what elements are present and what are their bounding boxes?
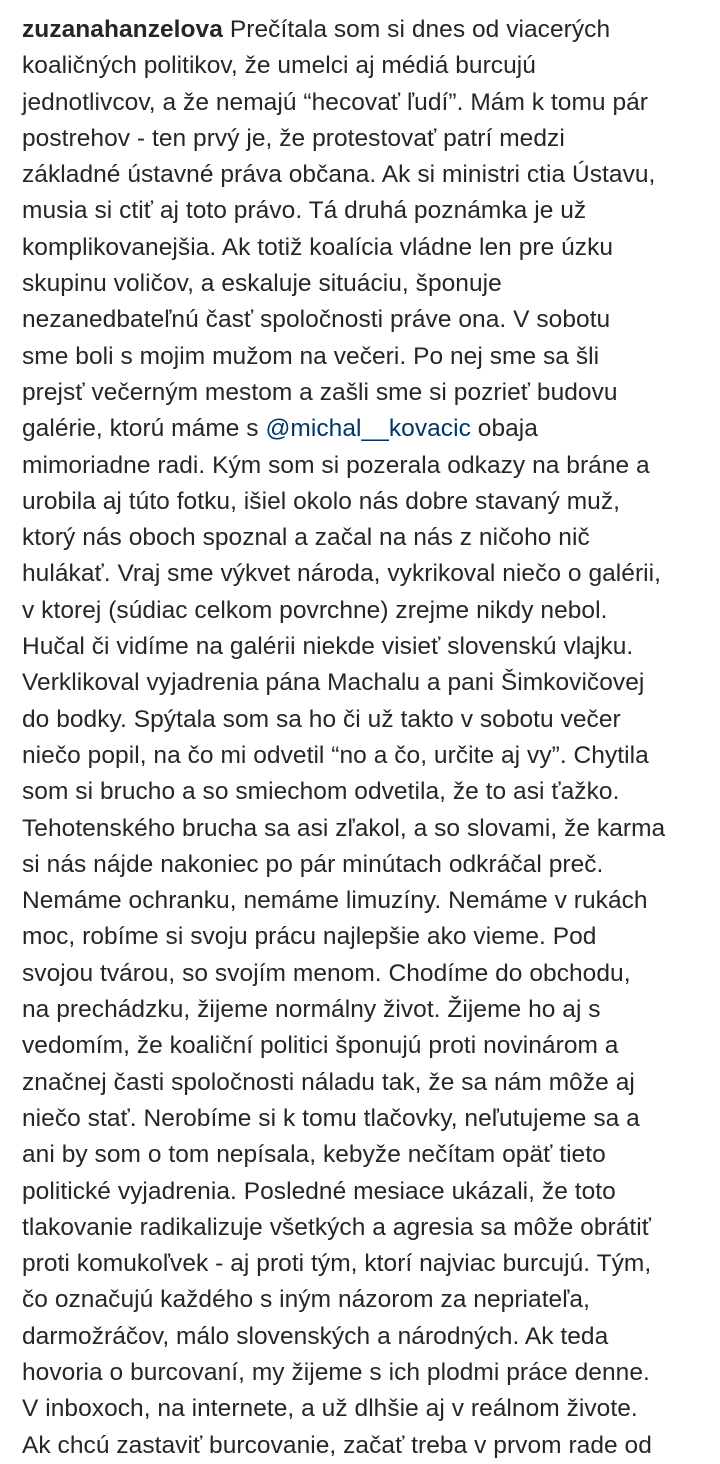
- caption-line: postrehov - ten prvý je, že protestovať patrí medzi: [22, 124, 565, 152]
- caption-line: mimoriadne radi. Kým som si pozerala odkazy na bráne a: [22, 451, 650, 479]
- caption-line: Nemáme ochranku, nemáme limuzíny. Nemáme v rukách: [22, 887, 648, 915]
- caption-line: [22, 12, 712, 48]
- caption-line: ktorý nás oboch spoznal a začal na nás z ničoho nič: [22, 524, 590, 552]
- caption-line: ani by som o tom nepísala, kebyže nečítam opäť tieto: [22, 1141, 606, 1169]
- caption-line: značnej časti spoločnosti náladu tak, že sa nám môže aj: [22, 1068, 635, 1096]
- username-link[interactable]: zuzanahanzelova: [22, 16, 223, 43]
- caption-line: niečo popil, na čo mi odvetil “no a čo, určite aj vy”. Chytila: [22, 741, 649, 769]
- caption-line: prejsť večerným mestom a zašli sme si pozrieť budovu: [22, 378, 618, 406]
- caption-text: galérie, ktorú máme s: [22, 415, 259, 443]
- caption-line: si nás nájde nakoniec po pár minútach odkráčal preč.: [22, 850, 604, 878]
- caption-line: politické vyjadrenia. Posledné mesiace ukázali, že toto: [22, 1177, 616, 1205]
- caption-line: koaličných politikov, že umelci aj médiá burcujú: [22, 52, 536, 80]
- caption-line: V inboxoch, na internete, a už dlhšie aj v reálnom živote.: [22, 1395, 638, 1423]
- caption-line: moc, robíme si svoju prácu najlepšie ako vieme. Pod: [22, 923, 597, 951]
- caption-line: jednotlivcov, a že nemajú “hecovať ľudí”. Mám k tomu pár: [22, 88, 649, 116]
- caption-line: sme boli s mojim mužom na večeri. Po nej sme sa šli: [22, 342, 600, 370]
- caption-line: na prechádzku, žijeme normálny život. Žijeme ho aj s: [22, 996, 601, 1024]
- caption-line: tlakovanie radikalizuje všetkých a agresia sa môže obrátiť: [22, 1213, 651, 1241]
- caption-line: Hučal či vidíme na galérii niekde visieť slovenskú vlajku.: [22, 633, 634, 661]
- caption-line: som si brucho a so smiechom odvetila, že to asi ťažko.: [22, 778, 620, 806]
- caption-line: [22, 411, 712, 447]
- caption-line: svojou tvárou, so svojím menom. Chodíme do obchodu,: [22, 959, 631, 987]
- caption-line: Tehotenského brucha sa asi zľakol, a so slovami, že karma: [22, 814, 666, 842]
- caption-line: hovoria o burcovaní, my žijeme s ich plodmi práce denne.: [22, 1358, 650, 1386]
- caption-line: Ak chcú zastaviť burcovanie, začať treba v prvom rade od: [22, 1431, 652, 1459]
- caption-line: vedomím, že koaliční politici šponujú proti novinárom a: [22, 1032, 619, 1060]
- caption-line: v ktorej (súdiac celkom povrchne) zrejme nikdy nebol.: [22, 596, 608, 624]
- caption-line: komplikovanejšia. Ak totiž koalícia vládne len pre úzku: [22, 233, 614, 261]
- caption-line: skupinu voličov, a eskaluje situáciu, šponuje: [22, 270, 502, 298]
- caption-text: obaja: [477, 415, 538, 443]
- caption-line: základné ústavné práva občana. Ak si ministri ctia Ústavu,: [22, 161, 656, 189]
- caption-line: proti komukoľvek - aj proti tým, ktorí najviac burcujú. Tým,: [22, 1250, 652, 1278]
- caption-line: do bodky. Spýtala som sa ho či už takto v sobotu večer: [22, 705, 621, 733]
- post-caption: [22, 12, 712, 1464]
- caption-line: Verklikoval vyjadrenia pána Machalu a pani Šimkovičovej: [22, 669, 645, 697]
- caption-text: Prečítala som si dnes od viacerých: [229, 16, 611, 43]
- caption-line: musia si ctiť aj toto právo. Tá druhá poznámka je už: [22, 197, 587, 225]
- caption-line: darmožráčov, málo slovenských a národných. Ak teda: [22, 1322, 609, 1350]
- caption-line: niečo stať. Nerobíme si k tomu tlačovky, neľutujeme sa a: [22, 1104, 640, 1132]
- mention-link[interactable]: @michal__kovacic: [265, 415, 471, 443]
- caption-line: nezanedbateľnú časť spoločnosti práve ona. V sobotu: [22, 306, 611, 334]
- caption-line: urobila aj túto fotku, išiel okolo nás dobre stavaný muž,: [22, 487, 620, 515]
- caption-line: čo označujú každého s iným názorom za nepriateľa,: [22, 1286, 590, 1314]
- caption-line: hulákať. Vraj sme výkvet národa, vykrikoval niečo o galérii,: [22, 560, 662, 588]
